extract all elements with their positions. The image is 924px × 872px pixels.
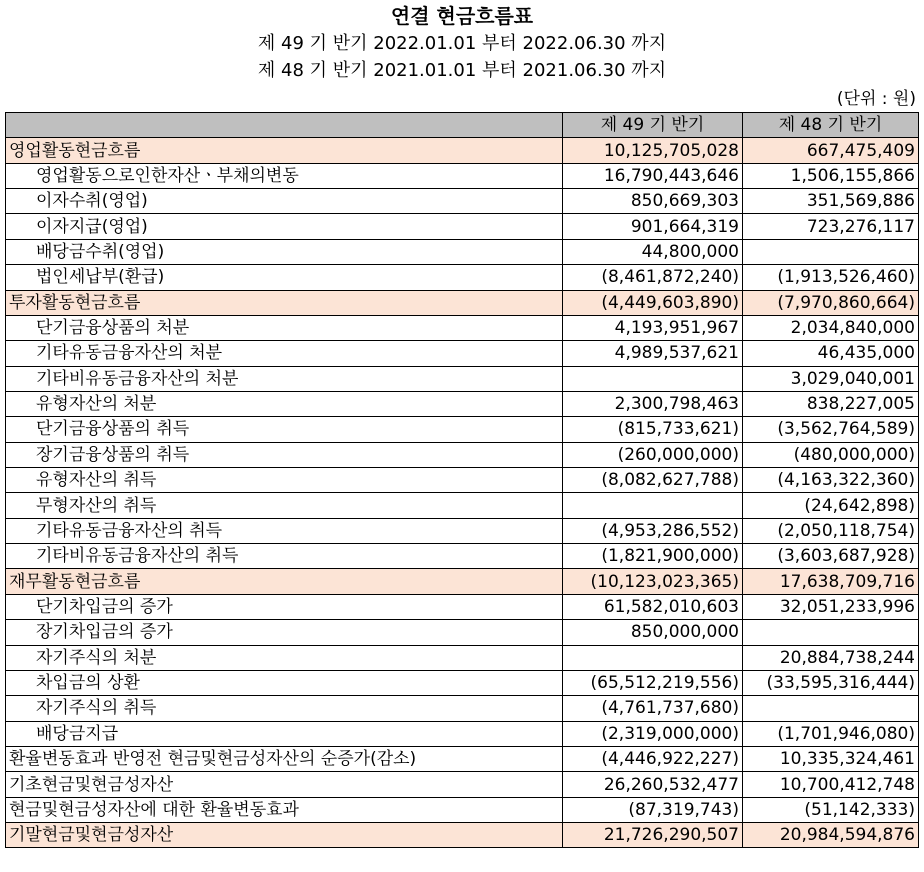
value-period-48: (480,000,000): [743, 442, 919, 467]
row-label: 기타유동금융자산의 처분: [6, 341, 563, 366]
row-label: 단기금융상품의 취득: [6, 417, 563, 442]
value-period-48: (7,970,860,664): [743, 290, 919, 315]
row-label: 자기주식의 처분: [6, 645, 563, 670]
row-label: 유형자산의 처분: [6, 391, 563, 416]
table-row: [6, 544, 919, 569]
row-label: 이자지급(영업): [6, 214, 563, 239]
value-period-49: 850,000,000: [563, 620, 743, 645]
table-row: [6, 746, 919, 771]
value-period-49: (4,953,286,552): [563, 518, 743, 543]
value-period-48: 838,227,005: [743, 391, 919, 416]
table-row: [6, 823, 919, 848]
table-row: [6, 214, 919, 239]
row-label: 현금및현금성자산에 대한 환율변동효과: [6, 797, 563, 822]
value-period-49: (10,123,023,365): [563, 569, 743, 594]
value-period-49: (815,733,621): [563, 417, 743, 442]
row-label: 기타비유동금융자산의 취득: [6, 544, 563, 569]
value-period-49: 16,790,443,646: [563, 163, 743, 188]
value-period-48: 3,029,040,001: [743, 366, 919, 391]
value-period-48: (24,642,898): [743, 493, 919, 518]
value-period-48: 32,051,233,996: [743, 594, 919, 619]
table-row: [6, 569, 919, 594]
row-label: 유형자산의 취득: [6, 468, 563, 493]
row-label: 영업활동으로인한자산ㆍ부채의변동: [6, 163, 563, 188]
row-label: 자기주식의 취득: [6, 696, 563, 721]
value-period-48: [743, 239, 919, 264]
value-period-49: (4,761,737,680): [563, 696, 743, 721]
row-label: 기타비유동금융자산의 처분: [6, 366, 563, 391]
value-period-49: (4,449,603,890): [563, 290, 743, 315]
row-label: 법인세납부(환급): [6, 265, 563, 290]
row-label: 단기금융상품의 처분: [6, 315, 563, 340]
value-period-48: [743, 620, 919, 645]
value-period-49: 21,726,290,507: [563, 823, 743, 848]
value-period-48: [743, 696, 919, 721]
table-row: [6, 696, 919, 721]
table-row: [6, 265, 919, 290]
value-period-48: 46,435,000: [743, 341, 919, 366]
value-period-49: 2,300,798,463: [563, 391, 743, 416]
period-49: 제 49 기 반기 2022.01.01 부터 2022.06.30 까지: [257, 33, 667, 54]
table-row: [6, 493, 919, 518]
value-period-48: 20,884,738,244: [743, 645, 919, 670]
row-label: 배당금수취(영업): [6, 239, 563, 264]
value-period-48: (33,595,316,444): [743, 670, 919, 695]
value-period-48: 2,034,840,000: [743, 315, 919, 340]
value-period-48: (2,050,118,754): [743, 518, 919, 543]
value-period-49: (65,512,219,556): [563, 670, 743, 695]
row-label: 기말현금및현금성자산: [6, 823, 563, 848]
row-label: 단기차입금의 증가: [6, 594, 563, 619]
value-period-48: (3,562,764,589): [743, 417, 919, 442]
table-row: [6, 290, 919, 315]
value-period-49: (87,319,743): [563, 797, 743, 822]
table-row: [6, 239, 919, 264]
value-period-48: 10,700,412,748: [743, 772, 919, 797]
value-period-48: 1,506,155,866: [743, 163, 919, 188]
row-label: 기타유동금융자산의 취득: [6, 518, 563, 543]
table-row: [6, 163, 919, 188]
table-row: [6, 442, 919, 467]
row-label: 투자활동현금흐름: [6, 290, 563, 315]
table-row: [6, 797, 919, 822]
value-period-49: 4,193,951,967: [563, 315, 743, 340]
table-row: [6, 417, 919, 442]
row-label: 영업활동현금흐름: [6, 138, 563, 163]
table-row: [6, 772, 919, 797]
period-48: 제 48 기 반기 2021.01.01 부터 2021.06.30 까지: [257, 60, 667, 81]
table-row: [6, 468, 919, 493]
table-row: [6, 189, 919, 214]
header-label: [6, 113, 563, 138]
value-period-49: (260,000,000): [563, 442, 743, 467]
value-period-48: 20,984,594,876: [743, 823, 919, 848]
value-period-48: 10,335,324,461: [743, 746, 919, 771]
table-row: [6, 391, 919, 416]
table-header-row: [6, 113, 919, 138]
value-period-49: 850,669,303: [563, 189, 743, 214]
value-period-48: (1,913,526,460): [743, 265, 919, 290]
value-period-48: (1,701,946,080): [743, 721, 919, 746]
row-label: 기초현금및현금성자산: [6, 772, 563, 797]
value-period-48: (3,603,687,928): [743, 544, 919, 569]
row-label: 재무활동현금흐름: [6, 569, 563, 594]
value-period-49: [563, 493, 743, 518]
table-row: [6, 670, 919, 695]
value-period-49: (2,319,000,000): [563, 721, 743, 746]
value-period-49: [563, 366, 743, 391]
table-row: [6, 341, 919, 366]
header-period-49: 제 49 기 반기: [563, 113, 743, 138]
value-period-49: 901,664,319: [563, 214, 743, 239]
row-label: 환율변동효과 반영전 현금및현금성자산의 순증가(감소): [6, 746, 563, 771]
row-label: 이자수취(영업): [6, 189, 563, 214]
value-period-49: [563, 645, 743, 670]
row-label: 장기금융상품의 취득: [6, 442, 563, 467]
unit-label: (단위 : 원): [836, 89, 916, 109]
cash-flow-table: [5, 112, 919, 848]
value-period-48: (51,142,333): [743, 797, 919, 822]
row-label: 무형자산의 취득: [6, 493, 563, 518]
row-label: 장기차입금의 증가: [6, 620, 563, 645]
table-row: [6, 518, 919, 543]
value-period-48: 351,569,886: [743, 189, 919, 214]
value-period-48: 667,475,409: [743, 138, 919, 163]
statement-title: 연결 현금흐름표: [390, 4, 534, 28]
value-period-49: 26,260,532,477: [563, 772, 743, 797]
value-period-48: 17,638,709,716: [743, 569, 919, 594]
value-period-49: 10,125,705,028: [563, 138, 743, 163]
value-period-49: (4,446,922,227): [563, 746, 743, 771]
table-row: [6, 315, 919, 340]
table-row: [6, 138, 919, 163]
value-period-48: (4,163,322,360): [743, 468, 919, 493]
value-period-48: 723,276,117: [743, 214, 919, 239]
header-period-48: 제 48 기 반기: [743, 113, 919, 138]
table-row: [6, 645, 919, 670]
row-label: 차입금의 상환: [6, 670, 563, 695]
table-row: [6, 594, 919, 619]
value-period-49: 4,989,537,621: [563, 341, 743, 366]
value-period-49: (8,461,872,240): [563, 265, 743, 290]
row-label: 배당금지급: [6, 721, 563, 746]
table-body: [6, 138, 919, 848]
table-row: [6, 366, 919, 391]
value-period-49: 61,582,010,603: [563, 594, 743, 619]
table-row: [6, 620, 919, 645]
value-period-49: (1,821,900,000): [563, 544, 743, 569]
table-row: [6, 721, 919, 746]
value-period-49: 44,800,000: [563, 239, 743, 264]
value-period-49: (8,082,627,788): [563, 468, 743, 493]
